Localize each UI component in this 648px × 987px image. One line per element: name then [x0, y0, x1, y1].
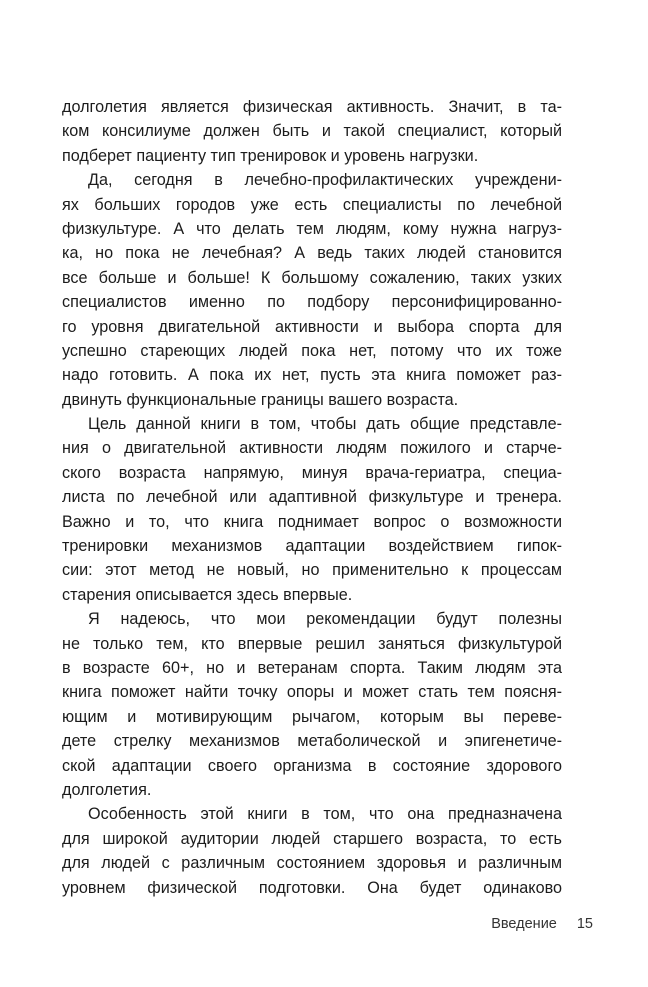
text-line: ка, но пока не лечебная? А ведь таких людей становится — [62, 244, 562, 263]
text-line: двинуть функциональные границы вашего возраста. — [62, 390, 459, 409]
text-line: для людей с различным состоянием здоровья и различным — [62, 854, 562, 873]
text-line: долголетия является физическая активность. Значит, в та- — [62, 98, 562, 116]
text-line: для широкой аудитории людей старшего возраста, то есть — [62, 829, 562, 848]
text-line: в возрасте 60+, но и ветеранам спорта. Таким людям эта — [62, 658, 562, 677]
paragraph — [62, 607, 562, 802]
text-line: сии: этот метод не новый, но применительно к процессам — [62, 561, 562, 580]
text-line: листа по лечебной или адаптивной физкультуре и тренера. — [62, 488, 562, 507]
paragraph — [62, 168, 562, 412]
text-line: ского возраста напрямую, минуя врача-гериатра, специа- — [62, 463, 562, 482]
text-line: дете стрелку механизмов метаболической и эпигенетиче- — [62, 732, 562, 751]
text-line: физкультуре. А что делать тем людям, кому нужна нагруз- — [62, 219, 562, 238]
running-footer-section-title: Введение — [491, 916, 557, 932]
text-line: Важно и то, что книга поднимает вопрос о возможности — [62, 512, 562, 531]
text-line: специалистов именно по подбору персонифицированно- — [62, 293, 562, 312]
text-line: Я надеюсь, что мои рекомендации будут полезны — [88, 610, 562, 629]
body-text — [62, 95, 562, 900]
text-line: Да, сегодня в лечебно-профилактических учреждени- — [88, 171, 562, 190]
text-line: старения описывается здесь впервые. — [62, 585, 353, 604]
text-line: ком консилиуме должен быть и такой специалист, который — [62, 122, 562, 141]
text-line: тренировки механизмов адаптации воздействием гипок- — [62, 537, 562, 556]
paragraph — [62, 802, 562, 900]
text-line: уровнем физической подготовки. Она будет одинаково — [62, 878, 562, 897]
text-line: ях больших городов уже есть специалисты по лечебной — [62, 195, 562, 214]
text-line: ющим и мотивирующим рычагом, которым вы переве- — [62, 707, 562, 726]
text-line: Цель данной книги в том, чтобы дать общие представле- — [88, 415, 562, 434]
page-number: 15 — [576, 916, 593, 932]
text-line: долголетия. — [62, 780, 152, 799]
page-footer — [491, 916, 593, 932]
text-line: книга поможет найти точку опоры и может стать тем поясня- — [62, 683, 562, 702]
text-line: ния о двигательной активности людям пожилого и старче- — [62, 439, 562, 458]
text-line: ской адаптации своего организма в состояние здорового — [62, 756, 562, 775]
paragraph — [62, 412, 562, 607]
text-line: все больше и больше! К большому сожалению, таких узких — [62, 268, 562, 287]
text-line: Особенность этой книги в том, что она предназначена — [88, 805, 562, 824]
text-line: не только тем, кто впервые решил заняться физкультурой — [62, 634, 562, 653]
text-line: подберет пациенту тип тренировок и уровень нагрузки. — [62, 146, 479, 165]
paragraph — [62, 95, 562, 168]
text-line: надо готовить. А пока их нет, пусть эта книга поможет раз- — [62, 366, 562, 385]
text-line: успешно стареющих людей пока нет, потому что их тоже — [62, 341, 562, 360]
text-line: го уровня двигательной активности и выбора спорта для — [62, 317, 562, 336]
